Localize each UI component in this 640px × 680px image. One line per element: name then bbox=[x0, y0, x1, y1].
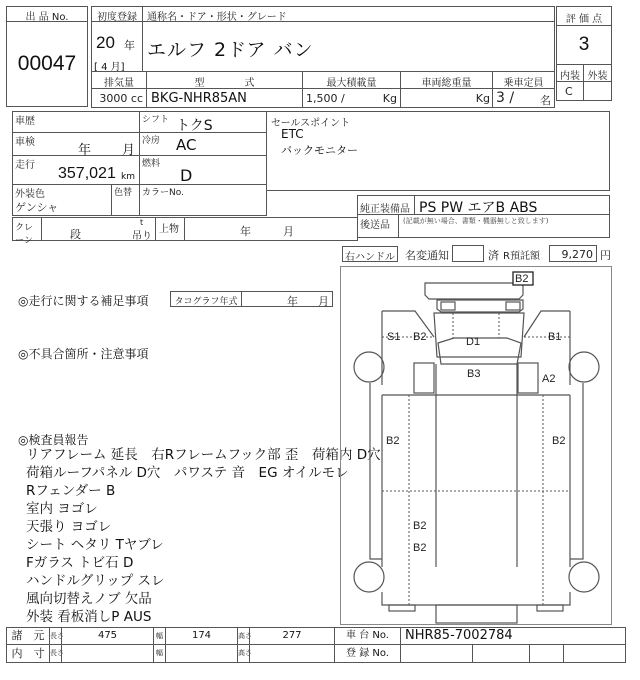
car-name: エルフ 2ドア バン bbox=[147, 39, 314, 61]
crane-t: t bbox=[140, 218, 144, 227]
inspector-report-line: 天張り ヨゴレ bbox=[26, 519, 112, 535]
vehicle-diagram-svg bbox=[341, 267, 613, 626]
damage-mark: D1 bbox=[466, 336, 481, 348]
inspector-report-line: シート ヘタリ Tヤブレ bbox=[26, 537, 164, 553]
color-cell bbox=[12, 184, 112, 216]
shift-label: シフト bbox=[142, 115, 170, 125]
first-reg-cell bbox=[91, 21, 143, 72]
cab-front bbox=[434, 313, 524, 357]
specs-row1-label: 諸 元 bbox=[6, 627, 50, 645]
shift-value: トクS bbox=[176, 118, 213, 134]
right-mirror bbox=[518, 363, 538, 393]
wheel-front-left bbox=[354, 352, 384, 382]
reg-label: 登 録 No. bbox=[334, 644, 401, 663]
displacement-cell bbox=[91, 88, 147, 108]
first-reg-year: 20 bbox=[96, 33, 115, 52]
height-label: 高さ bbox=[237, 627, 250, 645]
driving-notes-label: ◎走行に関する補足事項 bbox=[18, 294, 149, 308]
sales-points-cell bbox=[266, 111, 610, 191]
specs-row2-label: 内 寸 bbox=[6, 644, 50, 663]
displacement-label: 排気量 bbox=[104, 78, 134, 89]
interior-label: 内装 bbox=[560, 71, 580, 82]
fuel-label: 燃料 bbox=[142, 159, 161, 169]
mileage-unit: km bbox=[121, 172, 135, 182]
crane-label-cell bbox=[12, 217, 42, 246]
exterior-label: 外装 bbox=[587, 71, 608, 82]
car-name-label: 通称名・ドア・形状・グレード bbox=[147, 12, 287, 23]
gross-weight-cell bbox=[400, 88, 493, 108]
headlight-left bbox=[441, 302, 455, 310]
sales-points-label: セールスポイント bbox=[271, 118, 351, 129]
shift-cell bbox=[139, 111, 267, 133]
model-label-cell bbox=[146, 71, 303, 89]
tacho-label-cell bbox=[170, 291, 242, 307]
history-label: 車歴 bbox=[15, 116, 35, 127]
inner-length-value bbox=[61, 644, 154, 663]
length-label: 長さ bbox=[49, 627, 62, 645]
crane-label: クレーン bbox=[15, 223, 34, 246]
inner-length-label: 長さ bbox=[49, 644, 62, 663]
lot-label-cell bbox=[6, 6, 88, 22]
damage-mark: B2 bbox=[386, 435, 400, 447]
first-reg-year-unit: 年 bbox=[124, 39, 135, 52]
mileage-cell bbox=[12, 155, 140, 185]
capacity-label: 乗車定員 bbox=[503, 78, 544, 89]
tacho-year: 年 bbox=[287, 295, 298, 308]
color-change-label: 色替 bbox=[114, 188, 133, 198]
recycle-label: R預託額 bbox=[503, 251, 540, 262]
max-load-label: 最大積載量 bbox=[326, 78, 377, 89]
later-items-cell bbox=[398, 214, 610, 238]
inspector-report-line: 外装 看板消しP AUS bbox=[26, 609, 152, 625]
equipment-label-cell bbox=[357, 195, 415, 215]
length-value: 475 bbox=[61, 627, 154, 645]
vehicle-diagram bbox=[340, 266, 612, 625]
body-label: 上物 bbox=[159, 224, 179, 235]
damage-mark: B2 bbox=[552, 435, 566, 447]
model-value: BKG-NHR85AN bbox=[151, 91, 247, 106]
inspector-report-line: リアフレーム 延長 右Rフレームフック部 歪 荷箱内 D穴 bbox=[26, 447, 381, 463]
fuel-value: D bbox=[180, 166, 193, 185]
recycle-unit: 円 bbox=[600, 249, 611, 262]
gross-weight-unit: Kg bbox=[475, 92, 490, 105]
max-load-label-cell bbox=[302, 71, 401, 89]
later-items-label: 後送品 bbox=[360, 220, 390, 231]
width-label: 幅 bbox=[153, 627, 166, 645]
color-no-cell bbox=[139, 184, 267, 216]
name-change-cell bbox=[452, 245, 484, 262]
later-items-label-cell bbox=[357, 214, 399, 238]
tacho-label: タコグラフ年式 bbox=[174, 297, 238, 307]
capacity-cell bbox=[492, 88, 555, 108]
aircon-value: AC bbox=[176, 136, 197, 154]
max-load-value: 1,500 / bbox=[306, 92, 345, 105]
body-month: 月 bbox=[283, 225, 294, 238]
interior-score: C bbox=[565, 85, 573, 98]
headlight-right bbox=[506, 302, 520, 310]
wheel-rear-right bbox=[569, 562, 599, 592]
reg-cell-2 bbox=[472, 644, 530, 663]
inspector-report-line: 室内 ヨゴレ bbox=[26, 501, 98, 517]
right-side bbox=[570, 383, 583, 567]
equipment-label: 純正装備品 bbox=[360, 204, 410, 215]
handle-cell bbox=[342, 246, 398, 262]
displacement-value: 3000 cc bbox=[99, 92, 143, 105]
lot-number: 00047 bbox=[17, 52, 77, 75]
exterior-score-cell bbox=[583, 81, 612, 101]
inner-height-value bbox=[249, 644, 335, 663]
capacity-label-cell bbox=[492, 71, 555, 89]
recycle-cell bbox=[549, 245, 597, 262]
lot-label: 出 品 No. bbox=[25, 12, 69, 23]
equipment-value: PS PW エアB ABS bbox=[419, 200, 538, 216]
sales-point-item: バックモニター bbox=[281, 144, 358, 157]
inspector-report-line: 荷箱ルーフパネル D穴 パワステ 音 EG オイルモレ bbox=[26, 465, 349, 481]
capacity-unit: 名 bbox=[540, 94, 551, 107]
height-value: 277 bbox=[249, 627, 335, 645]
front-bumper bbox=[425, 283, 523, 299]
crane-cell bbox=[41, 217, 156, 241]
max-load-unit: Kg bbox=[382, 92, 397, 105]
color-no-label: カラーNo. bbox=[142, 188, 184, 198]
car-name-label-cell bbox=[142, 6, 555, 22]
inner-width-value bbox=[165, 644, 238, 663]
score-value: 3 bbox=[578, 34, 590, 55]
wheel-front-right bbox=[569, 352, 599, 382]
max-load-cell bbox=[302, 88, 401, 108]
damage-mark: A2 bbox=[542, 373, 556, 385]
damage-mark: B2 bbox=[413, 542, 427, 554]
color-value: ゲンシャ bbox=[15, 201, 59, 214]
handle-label: 右ハンドル bbox=[345, 252, 395, 263]
inspector-report-line: 風向切替えノブ 欠品 bbox=[26, 591, 152, 607]
damage-mark: B3 bbox=[467, 368, 481, 380]
body-label-cell bbox=[155, 217, 185, 241]
capacity-value: 3 / bbox=[496, 90, 515, 106]
later-items-note: (記載が無い場合、書類・機器無しと致します) bbox=[403, 217, 549, 225]
inspector-report-label: ◎検査員報告 bbox=[18, 433, 89, 447]
aircon-label: 冷房 bbox=[142, 136, 161, 146]
gross-weight-label-cell bbox=[400, 71, 493, 89]
inspection-month: 月 bbox=[122, 143, 136, 158]
car-name-cell bbox=[142, 21, 555, 72]
damage-mark: S1 bbox=[387, 331, 401, 343]
damage-mark: B1 bbox=[548, 331, 562, 343]
inspection-cell bbox=[12, 132, 140, 156]
fuel-cell bbox=[139, 155, 267, 185]
mileage-value: 357,021 bbox=[58, 165, 116, 182]
damage-mark: B2 bbox=[413, 520, 427, 532]
left-door bbox=[382, 311, 434, 385]
history-cell bbox=[12, 111, 140, 133]
equipment-cell bbox=[414, 195, 610, 215]
left-mirror bbox=[414, 363, 434, 393]
color-change-cell bbox=[111, 184, 140, 216]
model-cell bbox=[146, 88, 303, 108]
inspection-label: 車検 bbox=[15, 137, 35, 148]
interior-score-cell bbox=[556, 81, 584, 101]
aircon-cell bbox=[139, 132, 267, 156]
recycle-value: 9,270 bbox=[561, 248, 593, 261]
mileage-label: 走行 bbox=[15, 160, 35, 171]
left-side bbox=[370, 383, 382, 567]
inner-height-label: 高さ bbox=[237, 644, 250, 663]
reg-cell-4 bbox=[563, 644, 626, 663]
reg-cell-1 bbox=[400, 644, 473, 663]
inspector-report-line: Fガラス トビ石 D bbox=[26, 555, 134, 571]
defect-notes-label: ◎不具合箇所・注意事項 bbox=[18, 347, 149, 361]
first-reg-label: 初度登録 bbox=[97, 12, 137, 23]
body-cell bbox=[184, 217, 358, 241]
wheel-rear-left bbox=[354, 562, 384, 592]
inspector-report-line: ハンドルグリップ スレ bbox=[26, 573, 165, 589]
reg-cell-3 bbox=[529, 644, 564, 663]
crane-lift: 吊り bbox=[132, 231, 152, 242]
rear-step bbox=[436, 605, 517, 623]
gross-weight-label: 車両総重量 bbox=[421, 78, 472, 89]
damage-mark: B2 bbox=[515, 273, 529, 285]
inspector-report-line: Rフェンダー B bbox=[26, 483, 116, 499]
color-label: 外装色 bbox=[15, 189, 45, 200]
score-label: 評 価 点 bbox=[565, 14, 603, 25]
chassis-value: NHR85-7002784 bbox=[400, 627, 626, 645]
tacho-cell bbox=[241, 291, 333, 307]
inner-width-label: 幅 bbox=[153, 644, 166, 663]
sales-point-item: ETC bbox=[281, 127, 304, 141]
width-value: 174 bbox=[165, 627, 238, 645]
crane-stage: 段 bbox=[70, 228, 81, 241]
exterior-label-cell bbox=[583, 64, 612, 82]
model-label: 型 式 bbox=[194, 78, 255, 89]
damage-mark: B2 bbox=[413, 331, 427, 343]
interior-label-cell bbox=[556, 64, 584, 82]
tacho-month: 月 bbox=[318, 295, 329, 308]
score-label-cell bbox=[556, 6, 612, 26]
displacement-label-cell bbox=[91, 71, 147, 89]
lot-value-cell bbox=[6, 21, 88, 107]
first-reg-label-cell bbox=[91, 6, 143, 22]
first-reg-month: [ 4 月] bbox=[94, 62, 125, 73]
recycle-prefix: 済 bbox=[488, 249, 499, 262]
name-change-label: 名変通知 bbox=[405, 249, 449, 262]
body-year: 年 bbox=[240, 225, 251, 238]
chassis-label: 車 台 No. bbox=[334, 627, 401, 645]
inspection-year: 年 bbox=[78, 143, 92, 158]
score-cell bbox=[556, 25, 612, 65]
